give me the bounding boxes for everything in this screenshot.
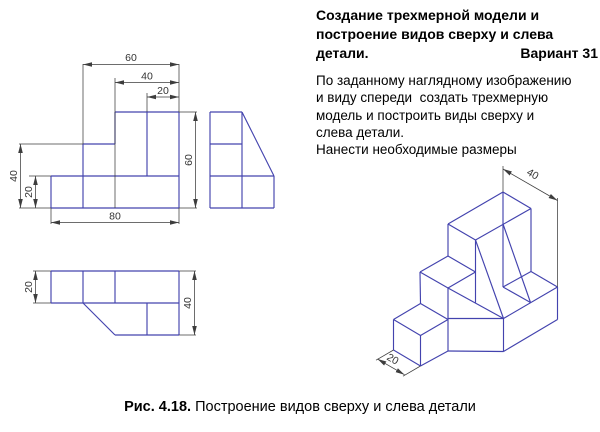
part-edge-line [420, 256, 448, 272]
part-edge-line [503, 272, 531, 288]
part-edge-line [448, 272, 476, 288]
dimension-label: 60 [183, 154, 195, 166]
part-edge-line [448, 351, 504, 352]
extension-line [403, 366, 421, 376]
dimension-label: 60 [125, 52, 137, 64]
dimension-label: 20 [157, 85, 169, 97]
task-title-line1: Создание трехмерной модели и [316, 7, 540, 23]
part-edge-line [503, 224, 531, 303]
task-description-line: и виду спереди создать трехмерную [316, 90, 549, 106]
dimension-label: 20 [384, 351, 401, 368]
part-edge-line [394, 304, 421, 320]
dimension-label: 20 [23, 281, 35, 293]
part-edge-line [420, 272, 421, 304]
variant-number: Вариант 31 [520, 45, 598, 61]
figure-caption [0, 399, 600, 415]
part-edge-line [504, 320, 558, 352]
dimension-label: 80 [109, 210, 121, 223]
dimension-label: 20 [23, 186, 35, 198]
part-edge-line [503, 192, 531, 209]
part-edge-line [421, 304, 449, 320]
part-edge-line [83, 303, 115, 335]
task-text-column [316, 6, 598, 158]
dimension-label: 40 [8, 170, 20, 182]
part-edge-line [420, 272, 448, 288]
part-edge-line [448, 256, 476, 272]
task-description-line: Нанести необходимые размеры [316, 142, 517, 158]
task-description-line: модель и построить виды сверху и [316, 107, 535, 123]
part-edge-line [421, 351, 449, 366]
dimension-label: 40 [182, 297, 194, 309]
part-edge-line [531, 272, 558, 288]
figure-caption-text: Построение видов сверху и слева детали [191, 399, 476, 415]
dimension-label: 40 [524, 166, 541, 183]
part-edge-line [421, 320, 449, 336]
task-description-line: По заданному наглядному изображению [316, 73, 572, 88]
part-edge-line [448, 224, 476, 240]
task-title-line3: детали. [316, 45, 369, 61]
task-title-row [316, 44, 598, 63]
task-description [316, 72, 598, 158]
part-edge-line [394, 320, 421, 336]
task-description-line: слева детали. [316, 124, 405, 140]
part-edge-line [242, 112, 274, 176]
part-edge-line [448, 192, 503, 224]
part-edge-line [476, 240, 504, 319]
dimension-label: 40 [141, 70, 153, 83]
task-title-line2: построение видов сверху и слева [316, 26, 554, 42]
figure-caption-number: Рис. 4.18. [124, 399, 192, 415]
